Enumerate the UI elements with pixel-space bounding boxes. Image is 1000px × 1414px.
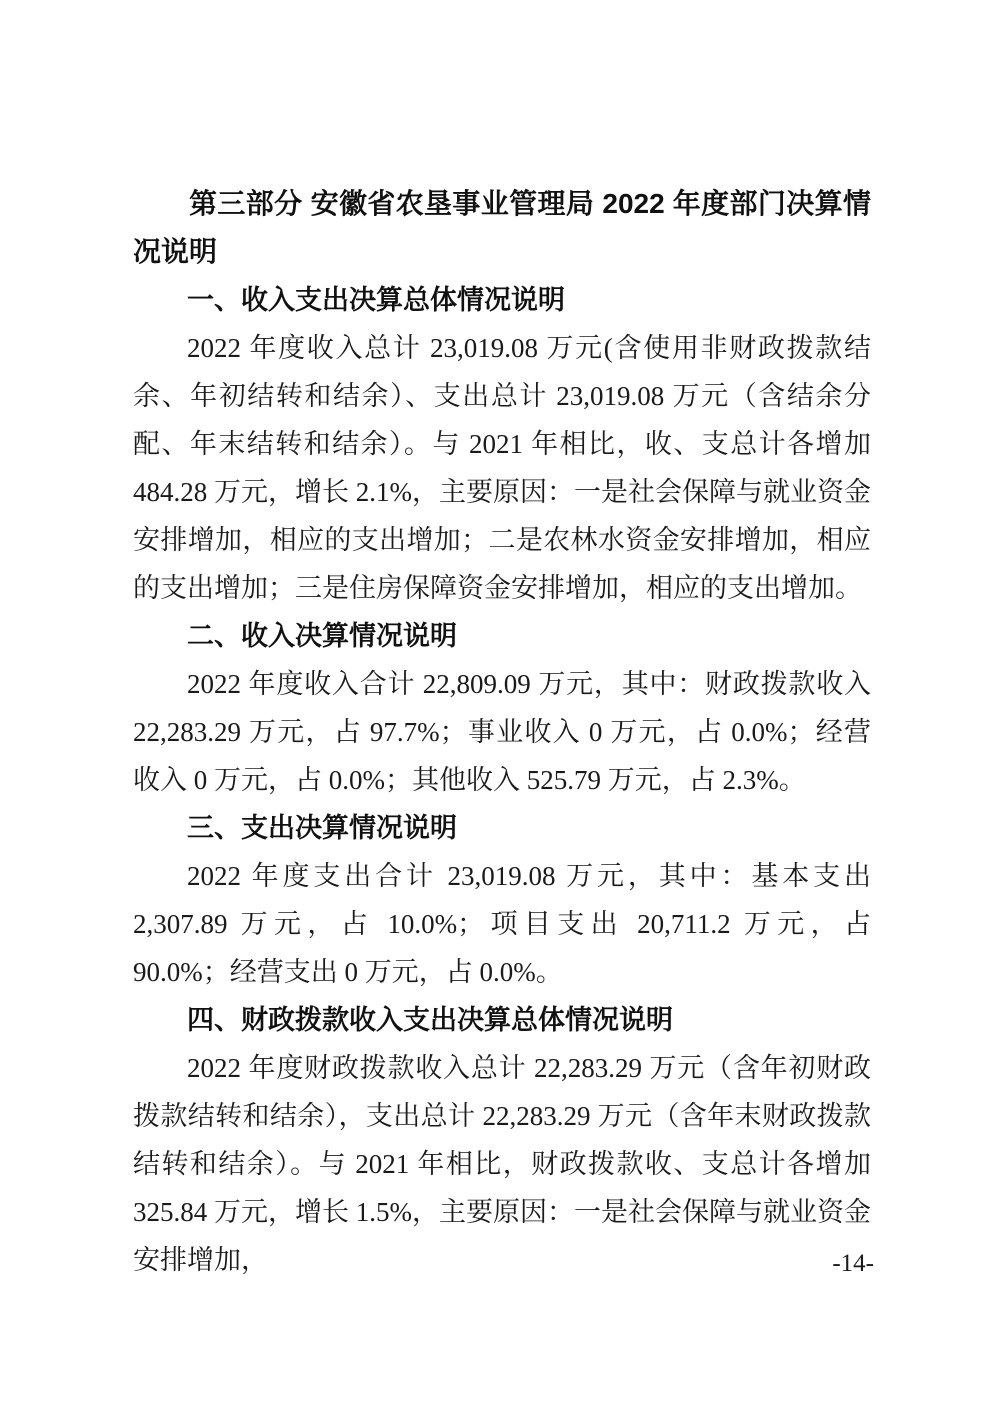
document-body [133, 180, 871, 1284]
section-3-heading: 三、支出决算情况说明 [187, 813, 457, 843]
document-title: 第三部分 安徽省农垦事业管理局 2022 年度部门决算情况说明 [133, 188, 871, 267]
section-expenditure-final-accounts [133, 804, 871, 996]
section-2-paragraph: 2022 年度收入合计 22,809.09 万元，其中：财政拨款收入 22,283.29 万元，占 97.7%；事业收入 0 万元，占 0.0%；经营收入 0 万元，占 0.0%；其他收入 525.79 万元，占 2.3%。 [133, 669, 871, 795]
section-2-heading: 二、收入决算情况说明 [187, 621, 457, 651]
section-income-expenditure-overview [133, 276, 871, 612]
section-1-heading: 一、收入支出决算总体情况说明 [187, 285, 565, 315]
section-income-final-accounts [133, 612, 871, 804]
section-4-paragraph: 2022 年度财政拨款收入总计 22,283.29 万元（含年初财政拨款结转和结余），支出总计 22,283.29 万元（含年末财政拨款结转和结余）。与 2021 年相比，财政拨款收、支总计各增加 325.84 万元，增长 1.5%，主要原因：一是社会保障与就业资金安排增加， [133, 1053, 871, 1275]
section-1-paragraph: 2022 年度收入总计 23,019.08 万元(含使用非财政拨款结余、年初结转和结余）、支出总计 23,019.08 万元（含结余分配、年末结转和结余）。与 2021 年相比，收、支总计各增加 484.28 万元，增长 2.1%，主要原因：一是社会保障与就业资金安排增加，相应的支出增加；二是农林水资金安排增加，相应的支出增加；三是住房保障资金安排增加，相应的支出增加。 [133, 333, 871, 603]
page-number: -14- [832, 1250, 874, 1277]
section-3-paragraph: 2022 年度支出合计 23,019.08 万元，其中：基本支出 2,307.89 万元，占 10.0%；项目支出 20,711.2 万元，占 90.0%；经营支出 0 万元，占 0.0%。 [133, 861, 871, 987]
section-4-heading: 四、财政拨款收入支出决算总体情况说明 [187, 1005, 673, 1035]
section-fiscal-appropriation-overview [133, 996, 871, 1284]
